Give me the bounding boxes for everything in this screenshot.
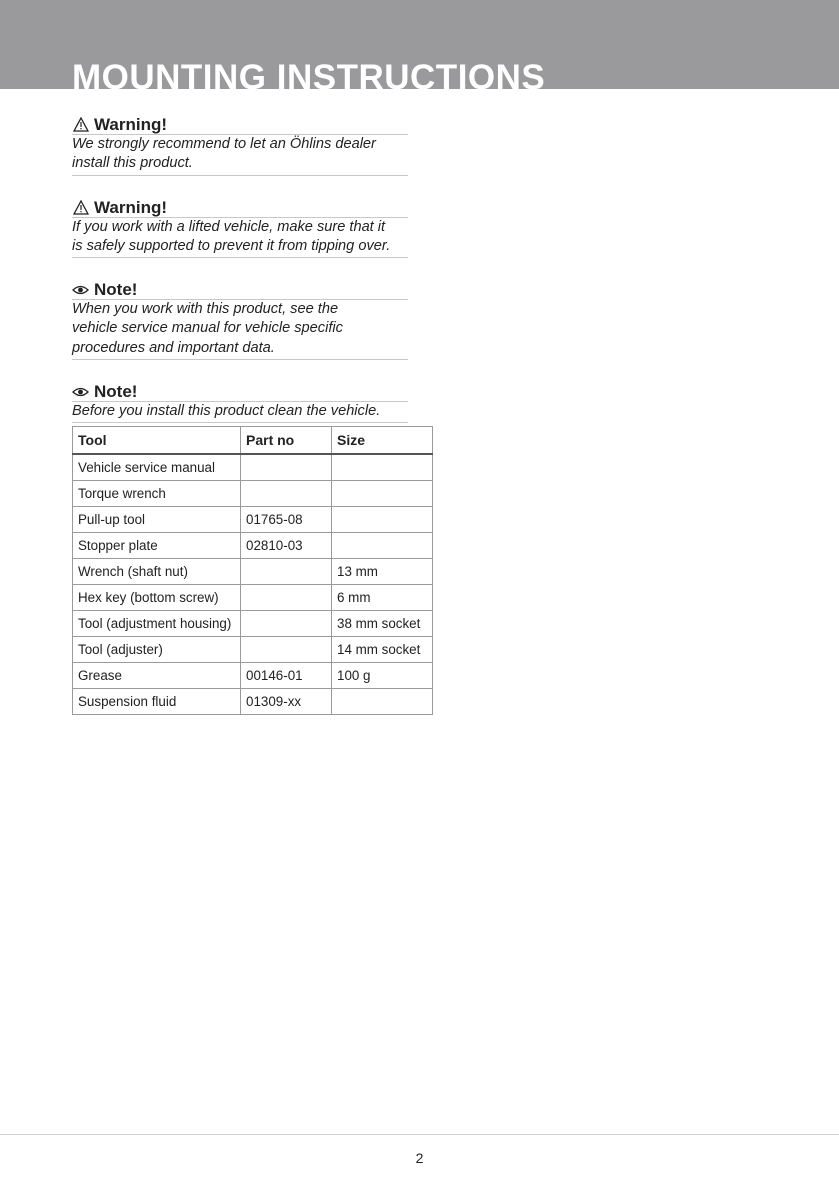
table-header-row xyxy=(73,427,433,455)
notice-heading-text: Warning! xyxy=(94,197,168,217)
notice-line: procedures and important data. xyxy=(72,339,275,356)
size-cell: 38 mm socket xyxy=(332,611,433,637)
notice-heading xyxy=(72,382,408,402)
notice-heading xyxy=(72,280,408,300)
part-no-cell xyxy=(241,637,332,663)
notice-heading-text: Warning! xyxy=(94,115,168,134)
notice-heading-text: Note! xyxy=(94,382,138,402)
table-row xyxy=(73,533,433,559)
notice-line: If you work with a lifted vehicle, make sure that it xyxy=(72,218,386,235)
warning-triangle-icon xyxy=(72,117,89,133)
table-row xyxy=(73,559,433,585)
notice-body xyxy=(72,300,408,360)
tool-cell: Vehicle service manual xyxy=(73,454,241,481)
notices-section xyxy=(72,115,408,445)
eye-icon xyxy=(72,384,89,400)
header-band xyxy=(0,0,839,89)
size-cell: 14 mm socket xyxy=(332,637,433,663)
size-cell xyxy=(332,454,433,481)
part-no-cell: 00146-01 xyxy=(241,663,332,689)
part-no-cell xyxy=(241,481,332,507)
size-cell xyxy=(332,507,433,533)
size-cell: 13 mm xyxy=(332,559,433,585)
notice-body xyxy=(72,135,408,176)
column-header-part-no: Part no xyxy=(241,427,332,455)
tool-cell: Stopper plate xyxy=(73,533,241,559)
notice-heading xyxy=(72,115,408,135)
table-row xyxy=(73,637,433,663)
table-row xyxy=(73,663,433,689)
eye-icon xyxy=(72,282,89,298)
table-row xyxy=(73,611,433,637)
table-row xyxy=(73,585,433,611)
page-title: MOUNTING INSTRUCTIONS xyxy=(72,58,546,89)
size-cell xyxy=(332,533,433,559)
tool-cell: Suspension fluid xyxy=(73,689,241,715)
note-notice xyxy=(72,382,408,423)
size-cell xyxy=(332,689,433,715)
warning-triangle-icon xyxy=(72,199,89,215)
notice-body xyxy=(72,218,408,259)
footer-divider xyxy=(0,1134,839,1135)
warning-notice xyxy=(72,198,408,259)
tool-cell: Grease xyxy=(73,663,241,689)
column-header-size: Size xyxy=(332,427,433,455)
tools-table xyxy=(72,426,433,715)
notice-line: install this product. xyxy=(72,155,193,172)
notice-body xyxy=(72,402,408,423)
notice-heading-text: Note! xyxy=(94,280,138,300)
tool-cell: Pull-up tool xyxy=(73,507,241,533)
tool-cell: Tool (adjustment housing) xyxy=(73,611,241,637)
part-no-cell: 01765-08 xyxy=(241,507,332,533)
notice-line: is safely supported to prevent it from tipping over. xyxy=(72,237,391,254)
table-row xyxy=(73,481,433,507)
notice-line: We strongly recommend to let an Öhlins dealer xyxy=(72,136,376,152)
tool-cell: Torque wrench xyxy=(73,481,241,507)
page-number: 2 xyxy=(415,1150,424,1166)
table-row xyxy=(73,454,433,481)
part-no-cell xyxy=(241,559,332,585)
size-cell: 100 g xyxy=(332,663,433,689)
notice-line: vehicle service manual for vehicle specific xyxy=(72,320,343,337)
size-cell xyxy=(332,481,433,507)
table-row xyxy=(73,507,433,533)
part-no-cell xyxy=(241,454,332,481)
part-no-cell: 01309-xx xyxy=(241,689,332,715)
part-no-cell xyxy=(241,585,332,611)
part-no-cell xyxy=(241,611,332,637)
notice-heading xyxy=(72,198,408,218)
note-notice xyxy=(72,280,408,360)
size-cell: 6 mm xyxy=(332,585,433,611)
warning-notice xyxy=(72,115,408,176)
part-no-cell: 02810-03 xyxy=(241,533,332,559)
notice-line: When you work with this product, see the xyxy=(72,301,339,318)
column-header-tool: Tool xyxy=(73,427,241,455)
tool-cell: Wrench (shaft nut) xyxy=(73,559,241,585)
tool-cell: Tool (adjuster) xyxy=(73,637,241,663)
table-row xyxy=(73,689,433,715)
tool-cell: Hex key (bottom screw) xyxy=(73,585,241,611)
notice-line: Before you install this product clean the vehicle. xyxy=(72,403,381,420)
